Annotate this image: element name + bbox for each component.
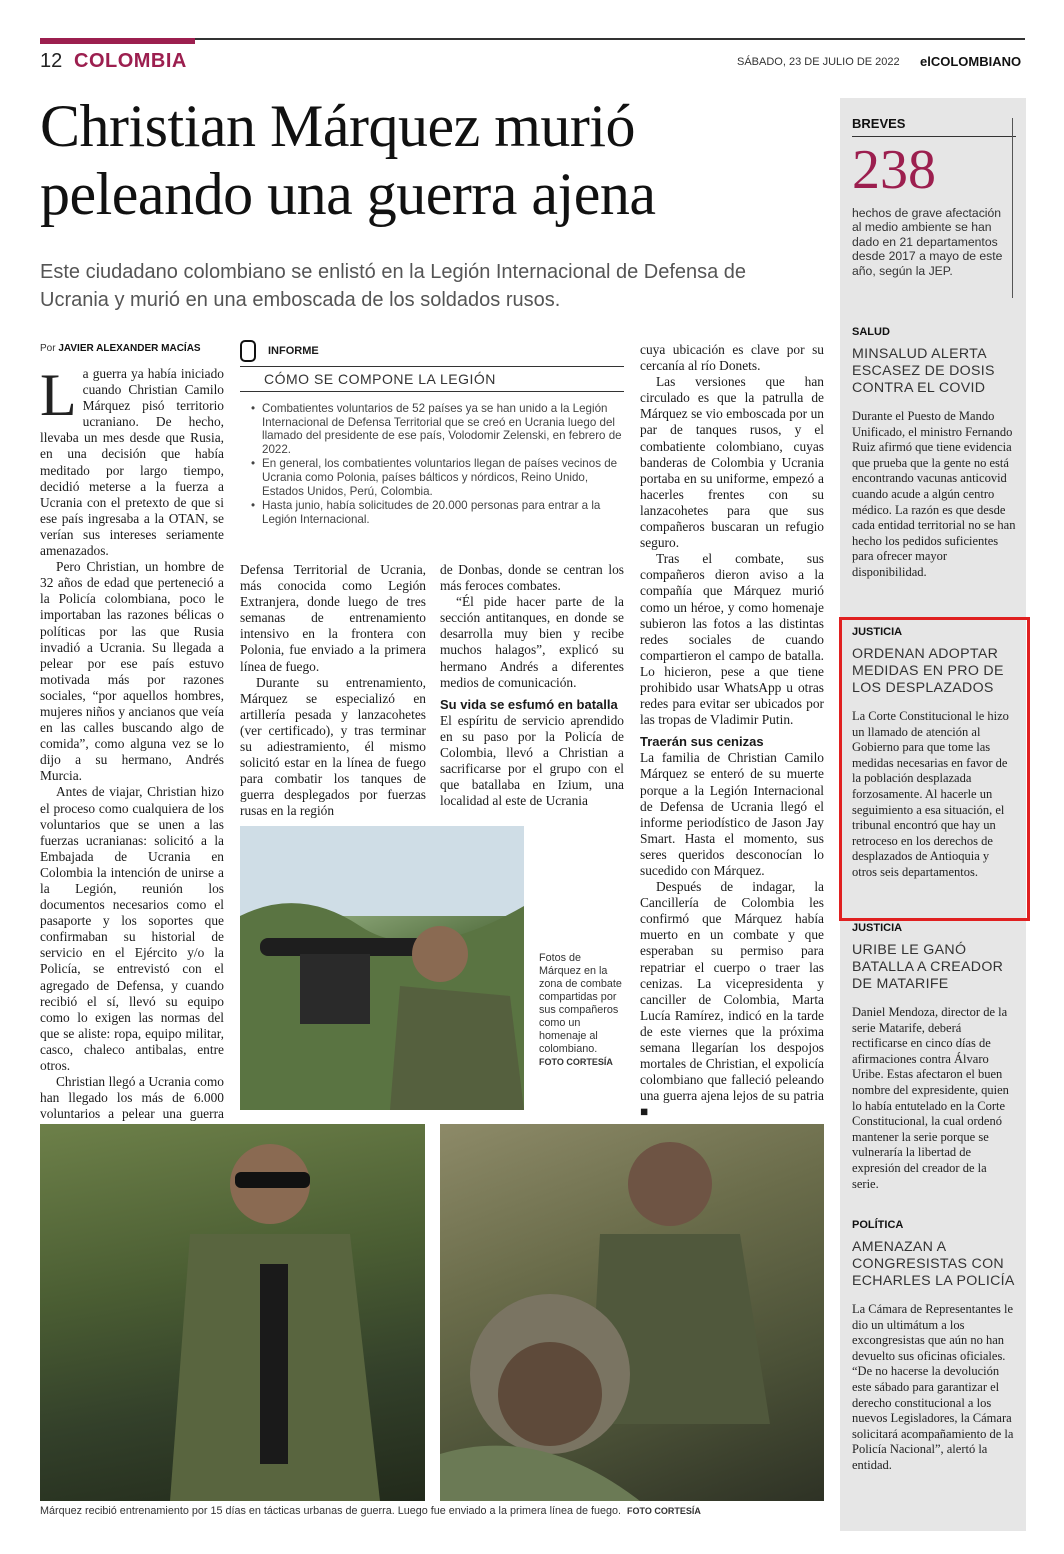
photo-soldier-with-rifle	[240, 826, 524, 1110]
section-subtitle: Su vida se esfumó en batalla	[440, 696, 618, 712]
article-column-1	[40, 362, 224, 1155]
paragraph: El espíritu de servicio aprendido en su paso por la Policía de Colombia, llevó a Christian a sacrificarse por el grupo con el que batallaba en Izium, una localidad al este de Ucrania	[440, 712, 624, 809]
document-icon	[240, 340, 256, 362]
photo-credit: FOTO CORTESÍA	[539, 1057, 613, 1067]
brief-politica	[852, 1219, 1016, 1474]
newspaper-brand: elCOLOMBIANO	[920, 54, 1022, 69]
caption-text: Márquez recibió entrenamiento por 15 días en tácticas urbanas de guerra. Luego fue enviado a la primera línea de fuego.	[40, 1505, 622, 1517]
brief-body: Durante el Puesto de Mando Unificado, el ministro Fernando Ruiz afirmó que tiene evidencia que prueba que la gente no está encontrando vacunas anticovid cuando acude a algún centro médico. La razón es que desde cada entidad territorial no se han hecho los pedidos suficientes para ofrecer mayor disponibilidad.	[852, 409, 1016, 579]
brief-body: Daniel Mendoza, director de la serie Matarife, deberá rectificarse en cinco días de afirmaciones contra Álvaro Uribe. Estas afectaron el buen nombre del expresidente, quien lo había entutelado en la Corte Constitucional, la cual ordenó mantener la serie porque se vulneraría la libertad de expresión del creador de la serie.	[852, 1005, 1009, 1191]
paragraph: Defensa Territorial de Ucrania, más conocida como Legión Extranjera, donde luego de tres semanas de entrenamiento intensivo en la frontera con Polonia, fue enviado a la primera línea de fuego.	[240, 562, 426, 674]
brief-headline: ORDENAN ADOPTAR MEDIDAS EN PRO DE LOS DESPLAZADOS	[852, 646, 1004, 696]
brief-kicker: JUSTICIA	[852, 626, 903, 638]
breves-rule	[852, 136, 1016, 137]
informe-item: • Hasta junio, había solicitudes de 20.000 personas para entrar a la Legión Internacional.	[262, 499, 624, 526]
highlight-box	[839, 617, 1030, 921]
paragraph-text: a guerra ya había iniciado cuando Christian Camilo Márquez pisó territorio ucraniano. De hecho, llevaba un mes desde que Rusia, en una decisión que había meditado por largo tiempo, decidió meterse a la fuerza a Ucrania con el pretexto de que si ese país ingresaba a la OTAN, se verían sus intereses seriamente amenazados.	[40, 366, 224, 559]
brief-headline: MINSALUD ALERTA ESCASEZ DE DOSIS CONTRA EL COVID	[852, 346, 995, 396]
photo-soldiers-selfie	[440, 1124, 824, 1501]
informe-label: INFORME	[268, 345, 319, 357]
brief-kicker: JUSTICIA	[852, 922, 903, 934]
brief-salud	[852, 326, 1016, 581]
photo-credit: FOTO CORTESÍA	[627, 1506, 701, 1516]
paragraph: de Donbas, donde se centran los más feroces combates.	[440, 562, 624, 594]
section-accent-bar	[40, 38, 195, 44]
article-column-3	[440, 562, 624, 809]
informe-header	[240, 340, 624, 362]
brief-justicia-matarife	[852, 922, 1016, 1192]
photo-illustration	[40, 1124, 425, 1501]
article-column-2	[240, 562, 426, 820]
paragraph: “Él pide hacer parte de la sección antitanques, en donde se desarrolla muy bien y recibe muchos halagos”, explicó su hermano Andrés a diferentes medios de comunicación.	[440, 594, 624, 690]
photo-soldier-sunglasses	[40, 1124, 425, 1501]
brief-headline: AMENAZAN A CONGRESISTAS CON ECHARLES LA POLICÍA	[852, 1239, 1015, 1289]
informe-box	[240, 340, 624, 527]
paragraph: Las versiones que han circulado es que la patrulla de Márquez se vio emboscada por un par de tanques rusos, y el combatiente colombiano, cuyas banderas de Colombia y Ucrania portaba en su uniforme, empezó a hacerles frentes con su lanzacohetes para que sus compañeros buscaran un refugio seguro.	[640, 374, 824, 551]
informe-item: • Combatientes voluntarios de 52 países ya se han unido a la Legión Internacional de Defensa Territorial que se creó en Ucrania luego del llamado del presidente de ese país, Volodomir Zelenski, en febrero de 2022.	[262, 402, 624, 456]
breves-number: 238	[852, 139, 936, 201]
drop-cap: L	[40, 362, 77, 428]
headline-line-2: peleando una guerra ajena	[40, 161, 656, 227]
headline-line-1: Christian Márquez murió	[40, 93, 636, 159]
paragraph: Antes de viajar, Christian hizo el proceso como cualquiera de los voluntarios que se unen a las fuerzas ucranianas: solicitó a la Embajada de Ucrania en Colombia la intención de unirse a la Legión, reunión los documentos necesarios como el pasaporte y los soportes que confirmaban su historial de servicio en el Ejército y/o la Policía, se entrevistó con el agregado de Defensa, y cuando recibió el sí, llevó su equipo como lo exigen las normas del que se aliste: ropa, equipo militar, casco, chaleco antibalas, entre otros.	[40, 784, 224, 1074]
breves-text: hechos de grave afectación al medio ambiente se han dado en 21 departamentos desde 2017 a mayo de este año, según la JEP.	[852, 206, 1003, 278]
brief-kicker: POLÍTICA	[852, 1219, 904, 1231]
section-subtitle: Traerán sus cenizas	[640, 734, 764, 750]
brief-kicker: SALUD	[852, 326, 890, 338]
bottom-photo-caption	[40, 1505, 830, 1517]
section-name: COLOMBIA	[74, 50, 187, 72]
paragraph: Pero Christian, un hombre de 32 años de edad que perteneció a la Policía colombiana, poco le importaban las razones bélicas o políticas por las que Rusia invadió a Ucrania. Su llegada a pelear por ese país estuvo motivada más por razones sociales, “por aquellos hombres, mujeres niños y ancianos que veía en las calles buscando algo de comida”, como alguna vez se lo dijo a su hermano, Andrés Murcia.	[40, 559, 224, 784]
photo-illustration	[240, 826, 524, 1110]
side-photo-caption	[539, 952, 623, 1069]
brief-headline: URIBE LE GANÓ BATALLA A CREADOR DE MATARIFE	[852, 942, 1004, 992]
paragraph: Durante su entrenamiento, Márquez se especializó en artillería pesada y lanzacohetes (ver certificado), y tras terminar su adiestramiento, él mismo solicitó estar en la línea de fuego para combatir los tanques de guerra desplegados por fuerzas rusas en la región	[240, 674, 426, 819]
informe-title: CÓMO SE COMPONE LA LEGIÓN	[240, 366, 624, 392]
paragraph	[40, 362, 224, 559]
byline	[40, 343, 201, 354]
brief-body: La Cámara de Representantes le dio un ultimátum a los excongresistas que aún no han devuelto sus oficinas oficiales. “De no hacerse la devolución este sábado para garantizar el derecho constitucional a los nuevos Legisladores, la Cámara solicitará acompañamiento de la Policía Nacional”, alertó la entidad.	[852, 1302, 1014, 1472]
caption-text: Fotos de Márquez en la zona de combate compartidas por sus compañeros como un homenaje al colombiano.	[539, 952, 622, 1055]
page-number: 12	[40, 50, 63, 72]
informe-list	[240, 402, 624, 526]
article-column-4	[640, 342, 824, 1121]
article-headline	[40, 92, 830, 228]
paragraph: Tras el combate, sus compañeros dieron aviso a la compañía que Márquez murió como un héroe, y como homenaje subieron las fotos a las distintas redes sociales de cuando compartieron el campo de batalla. Lo hicieron, pese a que tiene prohibido usar WhatsApp u otras redes para evitar ser ubicados por las tropas de Vladimir Putin.	[640, 551, 824, 728]
byline-prefix: Por	[40, 343, 56, 354]
photo-illustration	[440, 1124, 824, 1501]
article-subhead: Este ciudadano colombiano se enlistó en la Legión Internacional de Defensa de Ucrania y murió en una emboscada de los soldados rusos.	[40, 261, 747, 311]
byline-author: JAVIER ALEXANDER MACÍAS	[58, 343, 201, 354]
sidebar-vertical-rule	[1012, 118, 1013, 298]
breves-kicker: BREVES	[852, 116, 906, 131]
brief-body: La Corte Constitucional le hizo un llamado de atención al Gobierno para que tome las medidas necesarias en favor de la población desplazada forzosamente. Al hacerle un seguimiento a esa situación, el tribunal encontró que hay un retroceso en los derechos de desplazados de Antioquia y otros seis departamentos.	[852, 709, 1009, 879]
paragraph: Después de indagar, la Cancillería de Colombia les confirmó que Márquez había muerto en un combate y que esperaban su permiso para repatriar el cuerpo o traer las cenizas. La vicepresidenta y canciller de Colombia, Marta Lucía Ramírez, indicó en la tarde de este viernes que la próxima semana llegarían los despojos mortales de Christian, el expolicía colombiano que falleció peleando una guerra ajena lejos de su patria ■	[640, 879, 824, 1120]
informe-item: • En general, los combatientes voluntarios llegan de países vecinos de Ucrania como Polonia, países bálticos y nórdicos, Reino Unido, Estados Unidos, Perú, Colombia.	[262, 457, 624, 498]
paragraph: cuya ubicación es clave por su cercanía al río Donets.	[640, 342, 824, 374]
paragraph: Christian llegó a Ucrania como han llegado los más de 6.000 voluntarios a pelear una guerra	[40, 1074, 224, 1122]
publication-date: SÁBADO, 23 DE JULIO DE 2022	[737, 56, 900, 68]
paragraph: La familia de Christian Camilo Márquez se enteró de su muerte porque a la Legión Internacional de Defensa de Ucrania llegó el informe periodístico de Jason Jay Smart. Hasta el momento, sus seres queridos desconocían lo sucedido con Márquez.	[640, 750, 824, 878]
